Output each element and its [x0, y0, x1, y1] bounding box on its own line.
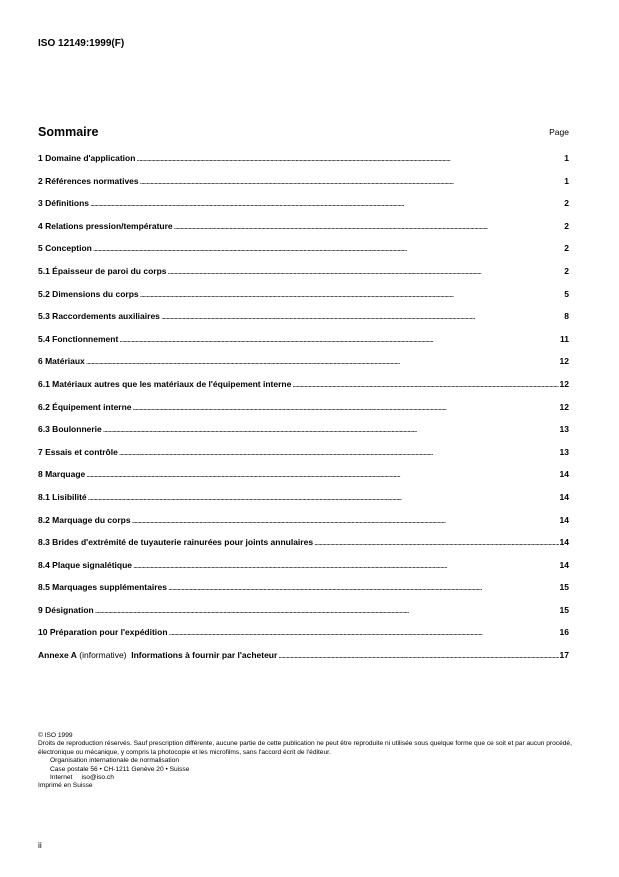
toc-entry-label: 5.1 Épaisseur de paroi du corps — [38, 265, 167, 276]
toc-entry-page: 2 — [564, 198, 569, 209]
toc-entry-label: 6.2 Équipement interne — [38, 401, 132, 412]
annex-label: Informations à fournir par l'acheteur — [131, 650, 278, 661]
copyright-line: © ISO 1999 — [38, 732, 73, 739]
toc-entry-page: 15 — [559, 604, 569, 615]
toc-entry[interactable] — [38, 605, 569, 628]
toc-entry-label: 4 Relations pression/température — [38, 220, 173, 231]
copyright-notice — [38, 732, 578, 791]
toc-entry[interactable] — [38, 289, 569, 312]
dot-leader — [86, 469, 558, 479]
toc-entry[interactable] — [38, 198, 569, 221]
page-number: ii — [38, 840, 42, 850]
toc-entry-label: 6.3 Boulonnerie — [38, 424, 102, 435]
toc-entry-page: 12 — [559, 356, 569, 367]
dot-leader — [314, 537, 558, 547]
toc-entry-page: 8 — [564, 311, 569, 322]
dot-leader — [133, 560, 559, 570]
toc-entry-label: 7 Essais et contrôle — [38, 446, 118, 457]
dot-leader — [95, 605, 559, 615]
toc-entry-label: 6.1 Matériaux autres que les matériaux de l'équipement interne — [38, 378, 292, 389]
toc-entry-label: 2 Références normatives — [38, 175, 139, 186]
toc-entry-label: 8.5 Marquages supplémentaires — [38, 582, 167, 593]
toc-entry-page: 12 — [559, 401, 569, 412]
toc-entry-page: 14 — [559, 537, 569, 548]
toc-entry-page: 13 — [559, 424, 569, 435]
toc-entry[interactable] — [38, 424, 569, 447]
toc-entry-label: 5.4 Fonctionnement — [38, 333, 119, 344]
toc-entry-page: 14 — [559, 559, 569, 570]
toc-entry[interactable] — [38, 311, 569, 334]
annex-note: (informative) — [79, 650, 127, 661]
organization-name: Organisation internationale de normalisation — [50, 757, 180, 765]
toc-entry-label: 5.3 Raccordements auxiliaires — [38, 311, 160, 322]
toc-entry-page: 2 — [564, 220, 569, 231]
toc-entry-page: 2 — [564, 243, 569, 254]
toc-entry[interactable] — [38, 334, 569, 357]
toc-entry-page: 5 — [564, 288, 569, 299]
toc-entry[interactable] — [38, 515, 569, 538]
toc-entry-label: 8.3 Brides d'extrémité de tuyauterie rainurées pour joints annulaires — [38, 537, 314, 548]
toc-entry-page: 14 — [559, 514, 569, 525]
table-of-contents — [38, 153, 569, 673]
dot-leader — [133, 402, 559, 412]
toc-entry-label: 5 Conception — [38, 243, 92, 254]
dot-leader — [90, 198, 563, 208]
toc-entry[interactable] — [38, 537, 569, 560]
toc-entry-page: 17 — [559, 650, 569, 661]
toc-entry-label: 9 Désignation — [38, 604, 94, 615]
toc-entry-page: 2 — [564, 265, 569, 276]
internet-label: Internet — [50, 774, 73, 782]
dot-leader — [119, 447, 559, 457]
toc-entry[interactable] — [38, 243, 569, 266]
toc-entry-annex-a[interactable] — [38, 650, 569, 673]
toc-entry-page: 14 — [559, 469, 569, 480]
toc-entry-page: 12 — [559, 378, 569, 389]
toc-entry[interactable] — [38, 176, 569, 199]
dot-leader — [174, 221, 564, 231]
dot-leader — [86, 356, 559, 366]
printed-in: Imprimé en Suisse — [38, 782, 93, 790]
annex-prefix: Annexe A — [38, 650, 77, 661]
document-id: ISO 12149:1999(F) — [38, 38, 125, 49]
toc-entry[interactable] — [38, 402, 569, 425]
toc-title: Sommaire — [38, 125, 99, 139]
toc-entry-label: 6 Matériaux — [38, 356, 85, 367]
toc-entry[interactable] — [38, 492, 569, 515]
page-column-label: Page — [549, 127, 569, 137]
toc-entry[interactable] — [38, 627, 569, 650]
toc-entry[interactable] — [38, 379, 569, 402]
toc-entry-label: 8.4 Plaque signalétique — [38, 559, 133, 570]
toc-entry-label: 5.2 Dimensions du corps — [38, 288, 139, 299]
toc-entry[interactable] — [38, 153, 569, 176]
toc-entry[interactable] — [38, 221, 569, 244]
toc-entry-label: 1 Domaine d'application — [38, 153, 136, 163]
toc-entry-page: 11 — [560, 333, 569, 344]
toc-entry-page: 16 — [559, 627, 569, 638]
toc-entry[interactable] — [38, 356, 569, 379]
dot-leader — [168, 266, 564, 276]
toc-entry-page: 14 — [559, 491, 569, 502]
toc-entry[interactable] — [38, 582, 569, 605]
dot-leader — [292, 379, 558, 389]
postal-address: Case postale 56 • CH-1211 Genève 20 • Suisse — [50, 765, 190, 773]
toc-entry-page: 15 — [559, 582, 569, 593]
toc-entry[interactable] — [38, 469, 569, 492]
toc-entry[interactable] — [38, 560, 569, 583]
toc-entry-page: 1 — [564, 175, 569, 186]
dot-leader — [136, 153, 563, 163]
toc-entry-page: 1 — [564, 153, 569, 163]
toc-entry-page: 13 — [559, 446, 569, 457]
toc-entry-label: 3 Définitions — [38, 198, 90, 209]
dot-leader — [278, 650, 558, 660]
toc-entry-label: 8 Marquage — [38, 469, 86, 480]
dot-leader — [168, 582, 559, 592]
dot-leader — [140, 289, 564, 299]
rights-text: Droits de reproduction réservés. Sauf prescription différente, aucune partie de cette publication ne peut être reproduite ni utilisée sous quelque forme que ce soit et par aucun procédé, électronique ou mécanique, y compris la photocopie et les microfilms, sans l'accord écrit de l'éditeur. — [38, 740, 572, 756]
toc-entry[interactable] — [38, 447, 569, 470]
toc-entry-label: 8.1 Lisibilité — [38, 491, 87, 502]
dot-leader — [169, 627, 559, 637]
toc-entry-label: 8.2 Marquage du corps — [38, 514, 131, 525]
internet-line — [38, 774, 578, 782]
toc-entry-label: 10 Préparation pour l'expédition — [38, 627, 168, 638]
dot-leader — [93, 243, 563, 253]
dot-leader — [103, 424, 559, 434]
dot-leader — [140, 176, 564, 186]
dot-leader — [161, 311, 563, 321]
dot-leader — [119, 334, 559, 344]
dot-leader — [132, 515, 559, 525]
dot-leader — [88, 492, 559, 502]
email-link[interactable]: iso@iso.ch — [81, 774, 114, 782]
toc-entry[interactable] — [38, 266, 569, 289]
